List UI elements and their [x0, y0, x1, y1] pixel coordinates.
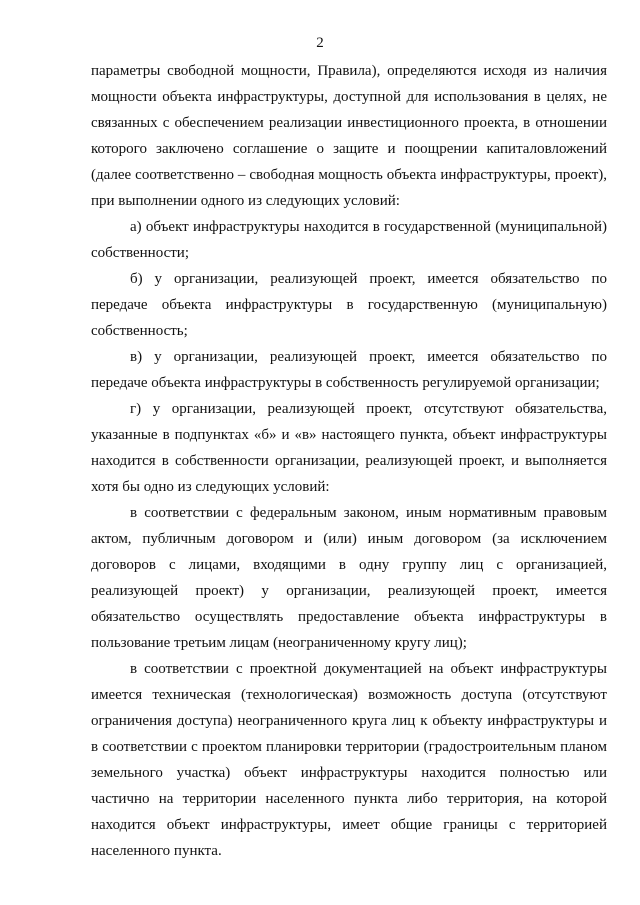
paragraph-condition-1: в соответствии с федеральным законом, иным нормативным правовым актом, публичным договором и (или) иным договором (за исключением договоров с лицами, входящими в одну группу лиц с организацией, реализующей проект) у организации, реализующей проект, имеется обязательство осуществлять предоставление объекта инфраструктуры в пользование третьим лицам (неограниченному кругу лиц);	[91, 505, 607, 651]
paragraph-condition-2: в соответствии с проектной документацией на объект инфраструктуры имеется техническая (технологическая) возможность доступа (отсутствуют ограничения доступа) неограниченного круга лиц к объекту инфраструктуры и в соответствии с проектом планировки территории (градостроительным планом земельного участка) объект инфраструктуры находится полностью или частично на территории населенного пункта либо территория, на которой находится объект инфраструктуры, имеет общие границы с территорией населенного пункта.	[91, 661, 607, 859]
paragraph-continuation: параметры свободной мощности, Правила), определяются исходя из наличия мощности объекта инфраструктуры, доступной для использования в целях, не связанных с обеспечением реализации инвестиционного проекта, в отношении которого заключено соглашение о защите и поощрении капиталовложений (далее соответственно – свободная мощность объекта инфраструктуры, проект), при выполнении одного из следующих условий:	[91, 63, 607, 209]
paragraph-item-b: б) у организации, реализующей проект, имеется обязательство по передаче объекта инфраструктуры в государственную (муниципальную) собственность;	[91, 271, 607, 339]
page-number: 2	[316, 35, 324, 51]
paragraph-item-v: в) у организации, реализующей проект, имеется обязательство по передаче объекта инфраструктуры в собственность регулируемой организации;	[91, 349, 607, 391]
body-text	[91, 58, 607, 864]
paragraph-item-a: а) объект инфраструктуры находится в государственной (муниципальной) собственности;	[91, 219, 607, 261]
paragraph-item-g: г) у организации, реализующей проект, отсутствуют обязательства, указанные в подпунктах «б» и «в» настоящего пункта, объект инфраструктуры находится в собственности организации, реализующей проект, и выполняется хотя бы одно из следующих условий:	[91, 401, 607, 495]
